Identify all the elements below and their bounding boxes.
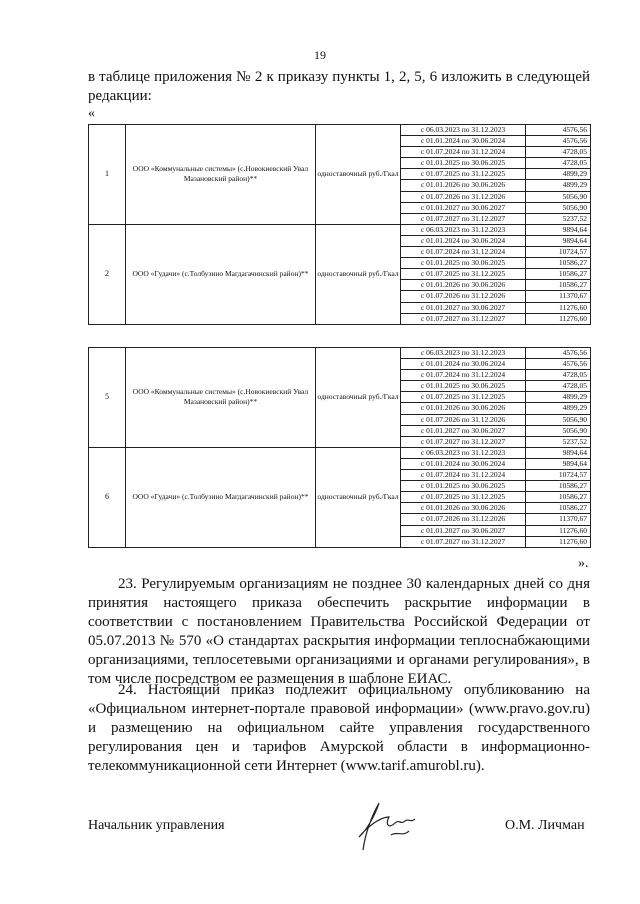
tariff-value-cell: 9894,64 — [526, 224, 591, 235]
period-cell: с 01.01.2025 по 30.06.2025 — [401, 481, 526, 492]
row-number: 5 — [89, 348, 126, 448]
organization-name: ООО «Гудачи» (с.Толбузино Магдагачинский район)** — [126, 224, 316, 324]
tariff-value-cell: 9894,64 — [526, 458, 591, 469]
tariff-value-cell: 4728,05 — [526, 147, 591, 158]
tariff-value-cell: 9894,64 — [526, 447, 591, 458]
open-quote: « — [88, 106, 95, 121]
tariff-value-cell: 5056,90 — [526, 202, 591, 213]
tariff-unit: одноставочный руб./Гкал — [316, 224, 401, 324]
tariff-value-cell: 4576,56 — [526, 348, 591, 359]
tariff-value-cell: 10586,27 — [526, 258, 591, 269]
tariff-value-cell: 4576,56 — [526, 359, 591, 370]
tariff-value-cell: 11370,67 — [526, 291, 591, 302]
tariff-value-cell: 11370,67 — [526, 514, 591, 525]
row-number: 2 — [89, 224, 126, 324]
table-row — [89, 447, 591, 458]
signature-icon — [345, 795, 430, 855]
tariff-value-cell: 10586,27 — [526, 492, 591, 503]
period-cell: с 01.07.2025 по 31.12.2025 — [401, 392, 526, 403]
period-cell: с 01.01.2026 по 30.06.2026 — [401, 403, 526, 414]
table-row — [89, 224, 591, 235]
period-cell: с 01.01.2024 по 30.06.2024 — [401, 136, 526, 147]
paragraph-24: 24. Настоящий приказ подлежит официальному опубликованию на «Официальном интернет-портале правовой информации» (www.pravo.gov.ru) и размещению на официальном сайте управления государственного регулирования цен и тарифов Амурской области в информационно-телекоммуникационной сети Интернет (www.tarif.amurobl.ru). — [88, 682, 590, 774]
period-cell: с 01.07.2025 по 31.12.2025 — [401, 492, 526, 503]
tariff-value-cell: 11276,60 — [526, 302, 591, 313]
period-cell: с 01.07.2025 по 31.12.2025 — [401, 269, 526, 280]
tariff-value-cell: 10586,27 — [526, 269, 591, 280]
tariff-value-cell: 5056,90 — [526, 414, 591, 425]
row-number: 1 — [89, 125, 126, 225]
signatory-title: Начальник управления — [88, 818, 225, 833]
tariff-value-cell: 5056,90 — [526, 425, 591, 436]
period-cell: с 01.01.2024 по 30.06.2024 — [401, 458, 526, 469]
period-cell: с 01.07.2024 по 31.12.2024 — [401, 370, 526, 381]
period-cell: с 01.01.2024 по 30.06.2024 — [401, 359, 526, 370]
tariff-value-cell: 4576,56 — [526, 125, 591, 136]
tariff-unit: одноставочный руб./Гкал — [316, 125, 401, 225]
tariff-value-cell: 4899,29 — [526, 392, 591, 403]
signatory-name: О.М. Личман — [505, 818, 585, 833]
period-cell: с 01.01.2025 по 30.06.2025 — [401, 258, 526, 269]
tariff-value-cell: 9894,64 — [526, 235, 591, 246]
table-row — [89, 348, 591, 359]
period-cell: с 01.01.2025 по 30.06.2025 — [401, 158, 526, 169]
tariff-unit: одноставочный руб./Гкал — [316, 348, 401, 448]
period-cell: с 01.07.2027 по 31.12.2027 — [401, 436, 526, 447]
period-cell: с 01.07.2027 по 31.12.2027 — [401, 313, 526, 324]
period-cell: с 01.07.2026 по 31.12.2026 — [401, 191, 526, 202]
period-cell: с 01.07.2026 по 31.12.2026 — [401, 514, 526, 525]
tariff-value-cell: 5237,52 — [526, 213, 591, 224]
period-cell: с 06.03.2023 по 31.12.2023 — [401, 348, 526, 359]
tariff-value-cell: 10586,27 — [526, 481, 591, 492]
tariff-table-2 — [88, 347, 591, 548]
close-quote: ». — [578, 556, 589, 571]
page-number: 19 — [314, 48, 326, 62]
period-cell: с 01.01.2026 по 30.06.2026 — [401, 280, 526, 291]
tariff-value-cell: 10586,27 — [526, 280, 591, 291]
tariff-value-cell: 4728,05 — [526, 381, 591, 392]
tariff-value-cell: 4899,29 — [526, 169, 591, 180]
period-cell: с 01.01.2024 по 30.06.2024 — [401, 235, 526, 246]
tariff-value-cell: 4899,29 — [526, 180, 591, 191]
tariff-value-cell: 5237,52 — [526, 436, 591, 447]
tariff-value-cell: 4576,56 — [526, 136, 591, 147]
tariff-value-cell: 11276,60 — [526, 313, 591, 324]
tariff-value-cell: 10586,27 — [526, 503, 591, 514]
table-row — [89, 125, 591, 136]
period-cell: с 01.07.2024 по 31.12.2024 — [401, 147, 526, 158]
period-cell: с 01.07.2024 по 31.12.2024 — [401, 470, 526, 481]
period-cell: с 01.01.2026 по 30.06.2026 — [401, 503, 526, 514]
period-cell: с 01.07.2025 по 31.12.2025 — [401, 169, 526, 180]
intro-paragraph: в таблице приложения № 2 к приказу пункты 1, 2, 5, 6 изложить в следующей редакции: — [88, 69, 590, 104]
tariff-value-cell: 10724,57 — [526, 247, 591, 258]
tariff-value-cell: 4899,29 — [526, 403, 591, 414]
tariff-value-cell: 11276,60 — [526, 525, 591, 536]
period-cell: с 01.01.2025 по 30.06.2025 — [401, 381, 526, 392]
period-cell: с 01.07.2024 по 31.12.2024 — [401, 247, 526, 258]
period-cell: с 01.07.2026 по 31.12.2026 — [401, 291, 526, 302]
tariff-value-cell: 11276,60 — [526, 536, 591, 547]
paragraph-23: 23. Регулируемым организациям не позднее 30 календарных дней со дня принятия настоящего приказа обеспечить раскрытие информации в соответствии с постановлением Правительства Российской Федерации от 05.07.2013 № 570 «О стандартах раскрытия информации теплоснабжающими организациями, теплосетевыми организациями и органами регулирования», в том числе посредством ее размещения в шаблоне ЕИАС. — [88, 576, 590, 687]
row-number: 6 — [89, 447, 126, 547]
tariff-value-cell: 4728,05 — [526, 158, 591, 169]
tariff-value-cell: 5056,90 — [526, 191, 591, 202]
period-cell: с 06.03.2023 по 31.12.2023 — [401, 447, 526, 458]
period-cell: с 06.03.2023 по 31.12.2023 — [401, 125, 526, 136]
tariff-value-cell: 4728,05 — [526, 370, 591, 381]
period-cell: с 01.07.2027 по 31.12.2027 — [401, 536, 526, 547]
period-cell: с 01.01.2027 по 30.06.2027 — [401, 302, 526, 313]
tariff-value-cell: 10724,57 — [526, 470, 591, 481]
tariff-table-1 — [88, 124, 591, 325]
tariff-unit: одноставочный руб./Гкал — [316, 447, 401, 547]
period-cell: с 06.03.2023 по 31.12.2023 — [401, 224, 526, 235]
period-cell: с 01.07.2027 по 31.12.2027 — [401, 213, 526, 224]
period-cell: с 01.01.2026 по 30.06.2026 — [401, 180, 526, 191]
period-cell: с 01.01.2027 по 30.06.2027 — [401, 425, 526, 436]
period-cell: с 01.01.2027 по 30.06.2027 — [401, 202, 526, 213]
organization-name: ООО «Коммунальные системы» (с.Новокиевский Увал Мазановский район)** — [126, 125, 316, 225]
organization-name: ООО «Коммунальные системы» (с.Новокиевский Увал Мазановский район)** — [126, 348, 316, 448]
period-cell: с 01.07.2026 по 31.12.2026 — [401, 414, 526, 425]
organization-name: ООО «Гудачи» (с.Толбузино Магдагачинский район)** — [126, 447, 316, 547]
period-cell: с 01.01.2027 по 30.06.2027 — [401, 525, 526, 536]
